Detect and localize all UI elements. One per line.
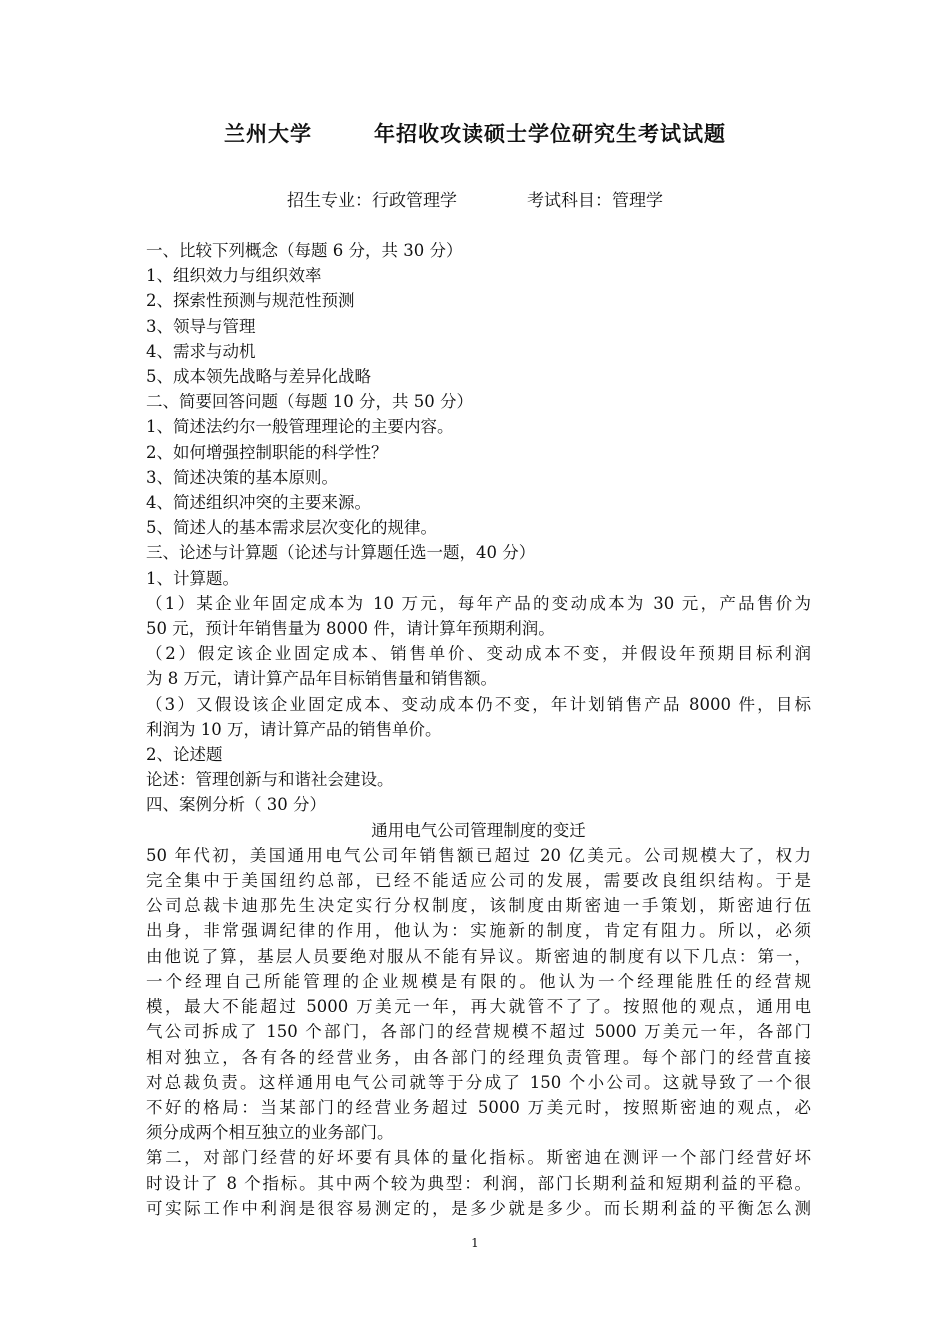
page-number: 1 <box>471 1236 479 1250</box>
calc-question-2-line-1: （2）假定该企业固定成本、销售单价、变动成本不变，并假设年预期目标利润 <box>146 644 811 664</box>
title-university: 兰州大学 <box>224 122 312 146</box>
page-title <box>0 118 950 148</box>
case-title: 通用电气公司管理制度的变迁 <box>371 820 586 840</box>
exam-content <box>146 238 811 1221</box>
case-paragraph-line: 气公司拆成了 150 个部门，各部门的经营规模不超过 5000 万美元一年，各部门 <box>146 1022 811 1042</box>
section-2-heading: 二、简要回答问题（每题 10 分，共 50 分） <box>146 392 473 412</box>
case-paragraph-line: 一个经理自己所能管理的企业规模是有限的。他认为一个经理能胜任的经营规 <box>146 971 811 991</box>
section-1-item: 1、组织效力与组织效率 <box>146 266 322 286</box>
subject-label: 考试科目：管理学 <box>527 191 663 211</box>
case-paragraph-line: 出身，非常强调纪律的作用，他认为：实施新的制度，肯定有阻力。所以，必须 <box>146 921 811 941</box>
calc-heading: 1、计算题。 <box>146 568 239 588</box>
calc-question-1-line-2: 50 元，预计年销售量为 8000 件，请计算年预期利润。 <box>146 619 555 639</box>
calc-question-1-line-1: （1）某企业年固定成本为 10 万元，每年产品的变动成本为 30 元，产品售价为 <box>146 593 811 613</box>
section-3-heading: 三、论述与计算题（论述与计算题任选一题，40 分） <box>146 543 536 563</box>
section-2-item: 2、如何增强控制职能的科学性？ <box>146 442 388 462</box>
calc-question-2-line-2: 为 8 万元，请计算产品年目标销售量和销售额。 <box>146 669 497 689</box>
case-paragraph-line: 相对独立，各有各的经营业务，由各部门的经理负责管理。每个部门的经营直接 <box>146 1047 811 1067</box>
calc-question-3-line-2: 利润为 10 万，请计算产品的销售单价。 <box>146 719 442 739</box>
case-paragraph-line: 50 年代初，美国通用电气公司年销售额已超过 20 亿美元。公司规模大了，权力 <box>146 845 811 865</box>
major-label: 招生专业：行政管理学 <box>287 191 457 211</box>
section-2-item: 5、简述人的基本需求层次变化的规律。 <box>146 518 437 538</box>
section-1-item: 3、领导与管理 <box>146 316 256 336</box>
calc-question-3-line-1: （3）又假设该企业固定成本、变动成本仍不变，年计划销售产品 8000 件，目标 <box>146 694 811 714</box>
section-1-item: 2、探索性预测与规范性预测 <box>146 291 355 311</box>
case-paragraph-line: 对总裁负责。这样通用电气公司就等于分成了 150 个小公司。这就导致了一个很 <box>146 1072 811 1092</box>
case-paragraph-line: 不好的格局：当某部门的经营业务超过 5000 万美元时，按照斯密迪的观点，必 <box>146 1097 811 1117</box>
section-1-item: 5、成本领先战略与差异化战略 <box>146 367 371 387</box>
essay-heading: 2、论述题 <box>146 745 223 765</box>
exam-subtitle <box>0 186 950 211</box>
essay-question: 论述：管理创新与和谐社会建设。 <box>146 770 394 790</box>
case-paragraph-line: 时设计了 8 个指标。其中两个较为典型：利润，部门长期利益和短期利益的平稳。 <box>146 1173 811 1193</box>
section-1-item: 4、需求与动机 <box>146 341 256 361</box>
case-paragraph-line: 第二，对部门经营的好坏要有具体的量化指标。斯密迪在测评一个部门经营好坏 <box>146 1148 811 1168</box>
case-paragraph-line: 模，最大不能超过 5000 万美元一年，再大就管不了了。按照他的观点，通用电 <box>146 997 811 1017</box>
section-1-heading: 一、比较下列概念（每题 6 分，共 30 分） <box>146 241 463 260</box>
case-paragraph-line: 完全集中于美国纽约总部，已经不能适应公司的发展，需要改良组织结构。于是 <box>146 871 811 891</box>
section-2-item: 3、简述决策的基本原则。 <box>146 467 338 487</box>
case-paragraph-line: 公司总裁卡迪那先生决定实行分权制度，该制度由斯密迪一手策划，斯密迪行伍 <box>146 896 811 916</box>
section-4-heading: 四、案例分析（ 30 分） <box>146 795 326 815</box>
title-exam-name: 年招收攻读硕士学位研究生考试试题 <box>374 122 726 146</box>
case-paragraph-line: 须分成两个相互独立的业务部门。 <box>146 1123 394 1143</box>
section-2-item: 4、简述组织冲突的主要来源。 <box>146 493 371 513</box>
case-paragraph-line: 由他说了算，基层人员要绝对服从不能有异议。斯密迪的制度有以下几点：第一， <box>146 946 811 966</box>
case-paragraph-line: 可实际工作中利润是很容易测定的，是多少就是多少。而长期利益的平衡怎么测 <box>146 1198 811 1218</box>
section-2-item: 1、简述法约尔一般管理理论的主要内容。 <box>146 417 454 437</box>
